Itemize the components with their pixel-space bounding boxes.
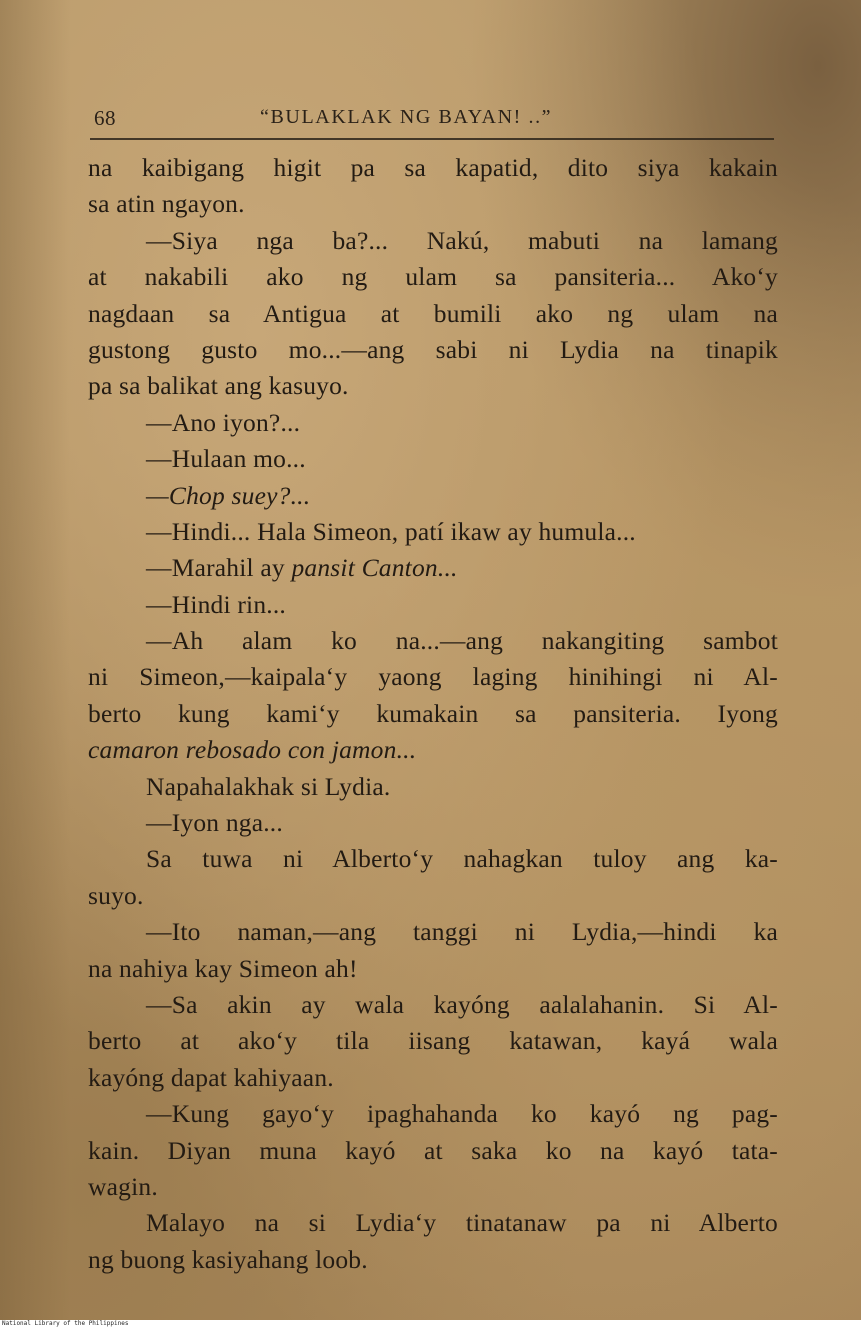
footer-strip	[0, 1320, 861, 1328]
text-line: —Hindi... Hala Simeon, patí ikaw ay humula...	[146, 516, 636, 546]
text-line: —Ano iyon?...	[146, 407, 301, 437]
text-line: —Hulaan mo...	[146, 444, 306, 474]
text-line: Napahalakhak si Lydia.	[146, 771, 391, 801]
text-line: ni Simeon,—kaipala‘y yaong laging hinihingi ni Al-	[88, 662, 778, 692]
text-line: —Ito naman,—ang tanggi ni Lydia,—hindi ka	[146, 917, 778, 947]
text-line: na nahiya kay Simeon ah!	[88, 953, 358, 983]
text-line: sa atin ngayon.	[88, 189, 245, 219]
running-head: “BULAKLAK NG BAYAN! ..”	[260, 106, 553, 128]
text-line: Malayo na si Lydia‘y tinatanaw pa ni Alberto	[146, 1208, 778, 1238]
text-line: kain. Diyan muna kayó at saka ko na kayó tata-	[88, 1135, 778, 1165]
text-line: gustong gusto mo...—ang sabi ni Lydia na tinapik	[88, 334, 778, 364]
text-line: wagin.	[88, 1171, 158, 1201]
text-line: —Iyon nga...	[146, 808, 283, 838]
text-line: kayóng dapat kahiyaan.	[88, 1062, 334, 1092]
text-line: ng buong kasiyahang loob.	[88, 1244, 368, 1274]
text-line: at nakabili ako ng ulam sa pansiteria... Ako‘y	[88, 262, 778, 292]
text-line: —Siya nga ba?... Nakú, mabuti na lamang	[146, 225, 778, 255]
body-text	[88, 150, 778, 1278]
text-line: suyo.	[88, 880, 144, 910]
text-line: na kaibigang higit pa sa kapatid, dito siya kakain	[88, 153, 778, 182]
text-line: —Kung gayo‘y ipaghahanda ko kayó ng pag-	[146, 1099, 778, 1129]
italic-fragment: pansit Canton...	[291, 553, 458, 583]
text-line: berto at ako‘y tila iisang katawan, kayá wala	[88, 1026, 778, 1056]
page-header	[92, 104, 772, 138]
header-rule	[90, 138, 774, 140]
page-number: 68	[94, 106, 116, 130]
text-line: Sa tuwa ni Alberto‘y nahagkan tuloy ang ka-	[146, 844, 778, 874]
text-line: —Ah alam ko na...—ang nakangiting sambot	[146, 626, 778, 656]
text-line: berto kung kami‘y kumakain sa pansiteria. Iyong	[88, 698, 778, 728]
text-line: —Chop suey?...	[146, 480, 311, 510]
text-fragment: —Marahil ay	[146, 553, 292, 583]
footer-credit: National Library of the Philippines	[2, 1320, 129, 1327]
text-line: —Hindi rin...	[146, 589, 287, 619]
text-line: pa sa balikat ang kasuyo.	[88, 371, 349, 401]
text-line: nagdaan sa Antigua at bumili ako ng ulam na	[88, 298, 778, 328]
text-line: —Sa akin ay wala kayóng aalalahanin. Si Al-	[146, 989, 778, 1019]
text-line: camaron rebosado con jamon...	[88, 735, 417, 765]
text-line	[88, 550, 778, 586]
